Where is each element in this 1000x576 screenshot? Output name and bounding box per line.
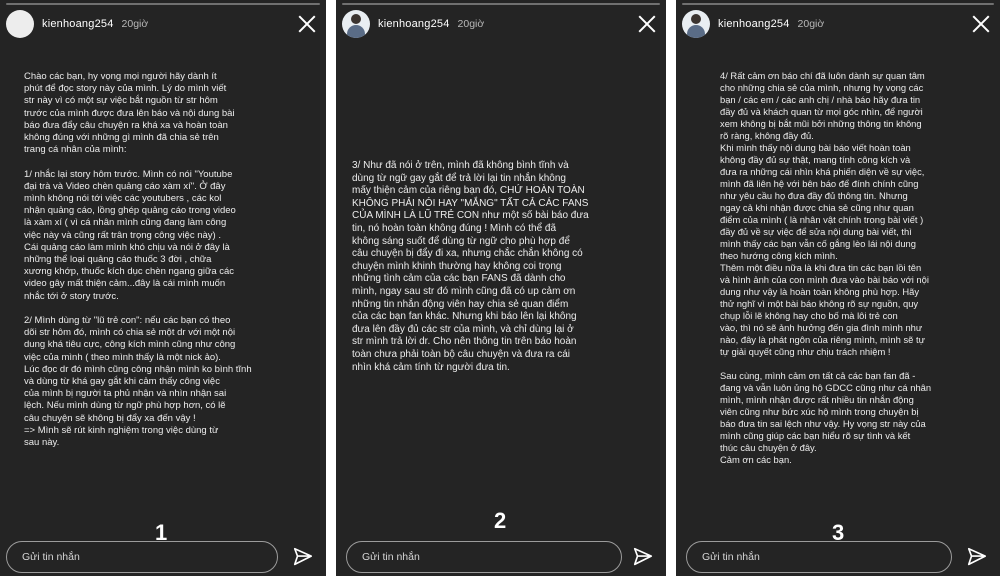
- avatar[interactable]: [6, 10, 34, 38]
- avatar[interactable]: [682, 10, 710, 38]
- send-icon[interactable]: [632, 546, 654, 568]
- close-icon[interactable]: [636, 13, 658, 35]
- story-header: [682, 9, 992, 39]
- reply-input[interactable]: [686, 541, 952, 573]
- username[interactable]: kienhoang254: [42, 18, 114, 30]
- story-text: 4/ Rất cảm ơn báo chí đã luôn dành sự quan tâm cho những chia sẻ của mình, nhưng hy vọng các bạn / các em / các anh chị / nhà báo hãy đưa tin đầy đủ và khách quan từ mọi góc nhìn, để người xem không bị bắt mũi bởi những thông tin không rõ ràng, không đầy đủ. Khi mình thấy nội dung bài báo viết hoàn toàn không đầy đủ sự thật, mang tính công kích và đưa ra những cái nhìn khá phiến diện về sự việc, mình đã liên hệ với bên báo để đính chính cũng như yêu cầu họ đưa đầy đủ thông tin. Nhưng ngay cả khi nhận được chia sẻ cũng như quan điểm của mình ( là nhân vật chính trong bài viết ) đầy đủ về sự việc để sửa nội dung bài viết, thì mình thấy các bạn vẫn cố gắng lèo lái nội dung theo hướng công kích mình. Thêm một điều nữa là khi đưa tin các bạn lồi tên và hình ảnh của con mình đưa vào bài báo với nội dung như vậy là hoàn toàn không phù hợp. Hãy thử nghĩ vì một bài báo không rõ sự nguồn, quy chụp lỗi lẽ không hay cho bố mà lôi trẻ con vào, thì nó sẽ ảnh hưởng đến gia đình mình như nào, đây là phát ngôn của riêng mình, mình sẽ tự tự giải quyết cũng như chịu trách nhiệm ! Sau cùng, mình cảm ơn tất cả các bạn fan đã - đang và vẫn luôn ủng hộ GDCC cũng như cá nhân mình, mình nhận được rất nhiều tin nhắn động viên cũng như bức xúc hộ mình trong chuyện bị báo đưa tin sai lệch như vậy. Hy vọng str này của mình cũng giúp các bạn hiểu rõ sự tình và kết thúc câu chuyện ở đây. Cảm ơn các bạn.: [720, 70, 932, 465]
- story-text: Chào các bạn, hy vọng mọi người hãy dành ít phút để đọc story này của mình. Lý do mình viết str này vì có một sự việc bắt nguồn từ str hôm trước của mình được đưa lên báo và nội dung bài báo đưa đẩy câu chuyện ra khá xa và hoàn toàn không đúng với những gì mình đã chia sẻ trên trang cá nhân của mình: 1/ nhắc lại story hôm trước. Mình có nói "Youtube đại trà và Video chèn quảng cáo xàm xí". Ở đây mình không nói tới việc các youtubers , các kol nhận quảng cáo, lồng ghép quảng cáo trong video là xàm xí ( vì cá nhân mình cũng đang làm công việc này và cũng rất trân trọng công việc này) . Cái quảng cáo làm mình khó chịu và nói ở đây là những thể loại quảng cáo thuốc 3 đời , chữa xương khớp, thuốc kích dục chèn ngang giữa các video gây mất thiện cảm...đây là cái mình muốn nhắc tới ở story trước. 2/ Mình dùng từ "lũ trẻ con": nếu các bạn có theo dõi str hôm đó, mình có chia sẻ một dr với một nội dung khá tiêu cực, công kích mình cũng như công việc của mình ( theo mình thấy là một nick ảo). Lúc đọc dr đó mình cũng công nhận mình ko bình tĩnh và dùng từ khá gay gắt khi cảm thấy công việc của mình bị người ta phủ nhận và nhìn nhận sai lệch. Nếu mình dùng từ ngữ phù hợp hơn, có lẽ câu chuyện sẽ không bị đẩy xa đến vậy ! => Mình sẽ rút kinh nghiệm trong việc dùng từ sau này.: [24, 71, 252, 449]
- story-progress-bar: [6, 3, 320, 5]
- reply-placeholder: Gửi tin nhắn: [362, 551, 420, 563]
- post-time: 20giờ: [457, 18, 485, 30]
- story-panel-1: [0, 0, 326, 576]
- reply-input[interactable]: [346, 541, 622, 573]
- close-icon[interactable]: [296, 13, 318, 35]
- story-progress-bar: [342, 3, 660, 5]
- page-number: 2: [494, 508, 507, 533]
- reply-input[interactable]: [6, 541, 278, 573]
- close-icon[interactable]: [970, 13, 992, 35]
- page-number: 1: [155, 520, 168, 545]
- story-progress-bar: [682, 3, 994, 5]
- story-header: [342, 9, 658, 39]
- post-time: 20giờ: [797, 18, 825, 30]
- reply-placeholder: Gửi tin nhắn: [702, 551, 760, 563]
- send-icon[interactable]: [292, 546, 314, 568]
- story-text: 3/ Như đã nói ở trên, mình đã không bình tĩnh và dùng từ ngữ gay gắt để trả lời lại tin nhắn không mấy thiện cảm của riêng bạn đó, CHỨ HOÀN TOÀN KHÔNG PHẢI NÓI HAY "MẮNG" TẤT CẢ CÁC FANS CỦA MÌNH LÀ LŨ TRẺ CON như một số bài báo đưa tin, nó hoàn toàn không đúng ! Mình có thể đã không sáng suốt để dùng từ ngữ cho phù hợp để câu chuyện bị đẩy đi xa, nhưng chắc chắn không có chuyện mình khinh thường hay không coi trọng những tình cảm của các bạn FANS đã dành cho mình, ngay sau str đó mình cũng đã có up cảm ơn những tin nhắn động viên hay chia sẻ quan điểm của các bạn fan khác. Nhưng khi báo lên lại không đưa lên đầy đủ các str của mình, và chỉ dùng lại ở str mình trả lời dr. Cho nên thông tin trên báo hoàn toàn chưa phải toàn bộ câu chuyện và đưa ra cái nhìn khá cảm tính từ người đưa tin.: [352, 160, 589, 373]
- username[interactable]: kienhoang254: [378, 18, 450, 30]
- story-panel-2: [336, 0, 666, 576]
- story-header: [6, 9, 318, 39]
- post-time: 20giờ: [121, 18, 149, 30]
- send-icon[interactable]: [966, 546, 988, 568]
- avatar[interactable]: [342, 10, 370, 38]
- username[interactable]: kienhoang254: [718, 18, 790, 30]
- page-number: 3: [832, 520, 845, 545]
- story-panel-3: [676, 0, 1000, 576]
- reply-placeholder: Gửi tin nhắn: [22, 551, 80, 563]
